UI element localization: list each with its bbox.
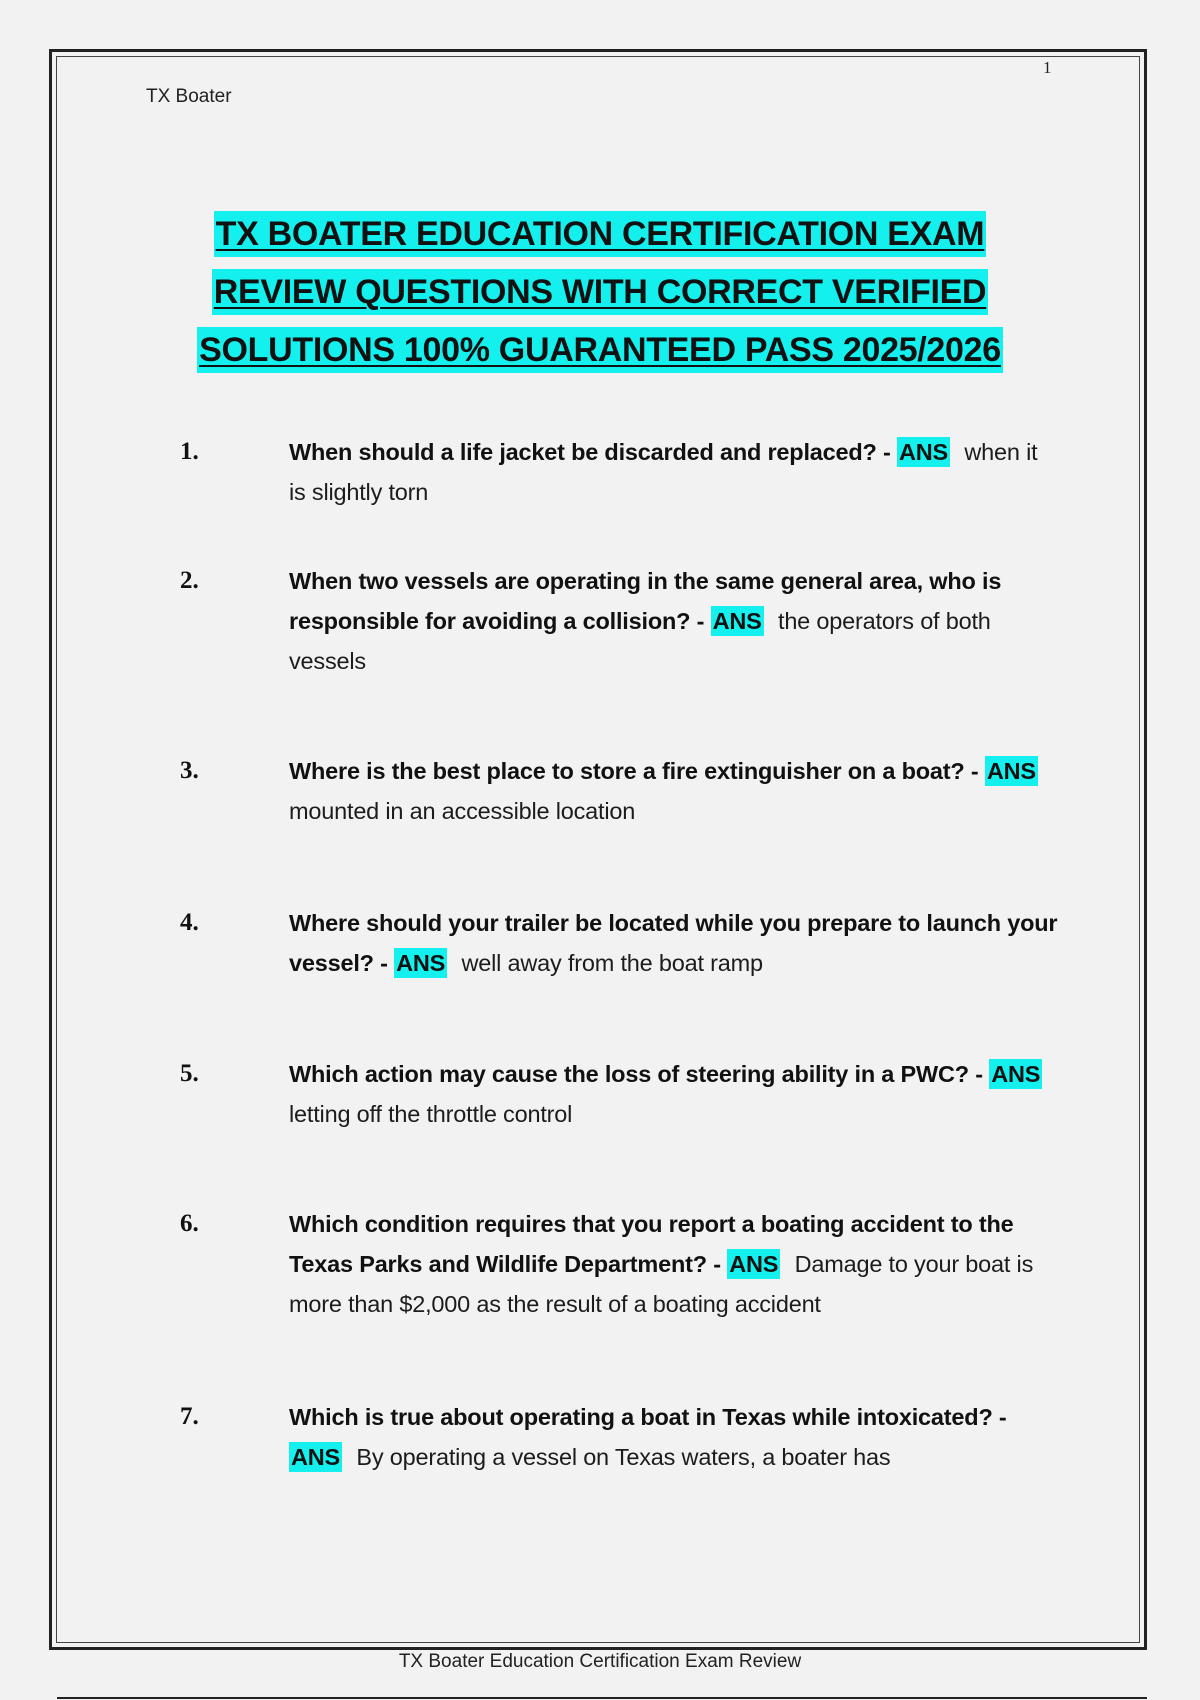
question-body <box>289 751 1059 831</box>
title-line-3: SOLUTIONS 100% GUARANTEED PASS 2025/2026 <box>197 327 1003 373</box>
answer-text: mounted in an accessible location <box>289 798 636 824</box>
ans-label: ANS <box>712 608 762 634</box>
document-title <box>130 205 1070 379</box>
question-text: Which condition requires that you report a boating accident to the Texas Parks and Wildlife Department? - <box>289 1211 1014 1277</box>
question-body <box>289 1204 1059 1324</box>
answer-text: the operators of both vessels <box>289 608 991 674</box>
ans-label: ANS <box>396 950 446 976</box>
ans-label: ANS <box>899 439 949 465</box>
answer-text: when it is slightly torn <box>289 439 1038 505</box>
question-text: When two vessels are operating in the same general area, who is responsible for avoiding a collision? - <box>289 568 1002 634</box>
question-body <box>289 1397 1059 1477</box>
question-text: Where should your trailer be located while you prepare to launch your vessel? - <box>289 910 1058 976</box>
ans-label: ANS <box>291 1444 341 1470</box>
question-text: Which action may cause the loss of steering ability in a PWC? - <box>289 1061 983 1087</box>
question-number: 6. <box>180 1210 199 1237</box>
running-header: TX Boater <box>146 86 232 107</box>
question-body <box>289 1054 1059 1134</box>
question-body <box>289 432 1059 512</box>
question-text: When should a life jacket be discarded and replaced? - <box>289 439 891 465</box>
question-text: Which is true about operating a boat in Texas while intoxicated? - <box>289 1404 1007 1430</box>
question-number: 3. <box>180 757 199 784</box>
ans-label: ANS <box>729 1251 779 1277</box>
question-body <box>289 903 1059 983</box>
title-line-2: REVIEW QUESTIONS WITH CORRECT VERIFIED <box>212 269 989 315</box>
footer-text: TX Boater Education Certification Exam Review <box>398 1651 802 1672</box>
question-body <box>289 561 1059 681</box>
ans-label: ANS <box>991 1061 1041 1087</box>
answer-text: Damage to your boat is more than $2,000 as the result of a boating accident <box>289 1251 1034 1317</box>
answer-text: well away from the boat ramp <box>461 950 763 976</box>
answer-text: By operating a vessel on Texas waters, a boater has <box>356 1444 891 1470</box>
question-text: Where is the best place to store a fire extinguisher on a boat? - <box>289 758 979 784</box>
footer-rule <box>57 1697 1147 1699</box>
answer-text: letting off the throttle control <box>289 1101 573 1127</box>
ans-label: ANS <box>986 758 1036 784</box>
question-number: 1. <box>180 438 199 465</box>
title-line-1: TX BOATER EDUCATION CERTIFICATION EXAM <box>214 211 987 257</box>
question-number: 4. <box>180 909 199 936</box>
question-number: 5. <box>180 1060 199 1087</box>
question-number: 7. <box>180 1403 199 1430</box>
page-number: 1 <box>1043 58 1052 77</box>
question-number: 2. <box>180 567 199 594</box>
